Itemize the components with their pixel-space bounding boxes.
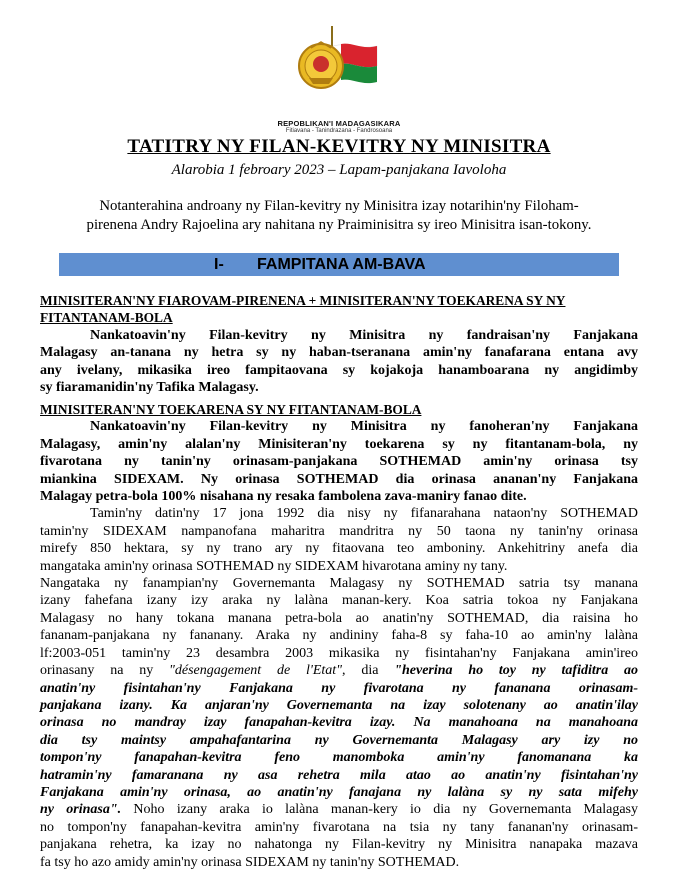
para-line: izany fahefana izany izy araka ny lalàna manan-kery. Koa satria tokoa ny Fanjakana: [40, 593, 638, 609]
para-line: Nankatoavin'ny Filan-kevitry ny Minisitra ny fandraisan'ny Fanjakana: [90, 327, 638, 343]
quote-line: Fanjakana amin'ny orinasa, ao anatin'ny fanajana ny lalàna sy ny sata mifehy: [40, 784, 638, 800]
header-emblem: [0, 4, 678, 132]
section-number: I-: [214, 256, 224, 273]
para-line: Nangataka ny fanampian'ny Governemanta Malagasy ny SOTHEMAD satria tsy manana: [40, 576, 638, 592]
heading-line: MINISITERAN'NY FIAROVAM-PIRENENA + MINISITERAN'NY TOEKARENA SY NY: [40, 293, 566, 308]
item1-paragraph: [40, 327, 638, 397]
item2-bold-paragraph: [40, 418, 638, 505]
para-line: no tompon'ny fanapahan-kevitra amin'ny fivarotana na tsia ny tany fananan'ny orinasam-: [40, 819, 638, 835]
item1-heading: [40, 292, 638, 327]
madagascar-coat-of-arms-icon: [295, 4, 385, 116]
para-line: fivarotana ny tanin'ny orinasam-panjakana SOTHEMAD amin'ny orinasa tsy: [40, 454, 638, 470]
item2-body-paragraph: [40, 505, 638, 871]
section-banner: [59, 253, 619, 276]
intro-paragraph: [40, 197, 638, 235]
quote-line: tompon'ny fanapahan-kevitra feno manomboka amin'ny fanomanana ka: [40, 750, 638, 766]
para-line: Malagasy no hany tokana manana petra-bola ao anatin'ny SOTHEMAD, dia raisina ho: [40, 610, 638, 626]
text-run-quote: "heverina ho toy ny tafiditra ao: [394, 663, 638, 679]
heading-line: MINISITERAN'NY TOEKARENA SY NY FITANTANAM-BOLA: [40, 402, 422, 417]
document-date: Alarobia 1 febroary 2023 – Lapam-panjakana Iavoloha: [171, 162, 507, 178]
intro-line: pirenena Andry Rajoelina ary nahitana ny Praiminisitra sy ireo Minisitra isan-tokony.: [86, 217, 592, 233]
para-line: Tamin'ny datin'ny 17 jona 1992 dia nisy ny fifanarahana nataon'ny SOTHEMAD: [90, 506, 638, 522]
item2-block: [40, 401, 638, 871]
para-line-mixed: [40, 662, 638, 679]
republic-name: REPOBLIKAN'I MADAGASIKARA: [277, 119, 401, 128]
text-run-italic: "désengagement de l'Etat": [168, 663, 343, 679]
para-line: mirefy 850 hektara, sy ny trano ary ny fitaovana teo amboniny. Ankehitriny anefa dia: [40, 541, 638, 557]
item2-heading: [40, 401, 638, 418]
para-line: miankina SIDEXAM. Ny orinasa SOTHEMAD dia orinasa ananan'ny Fanjakana: [40, 471, 638, 487]
republic-motto: Fitiavana - Tanindrazana - Fandrosoana: [285, 128, 393, 134]
quote-line: anatin'ny fisintahan'ny Fanjakana ny fivarotana ny fananana orinasam-: [40, 680, 638, 696]
para-line-mixed: [40, 801, 638, 818]
para-line: tamin'ny SIDEXAM nampanofana maharitra mandritra ny 50 taona ny tanin'ny orinasa: [40, 523, 638, 539]
quote-line: panjakana izany. Ka anjaran'ny Governemanta na izay solotenany ao anatin'ilay: [40, 697, 638, 713]
heading-line: FITANTANAM-BOLA: [40, 310, 173, 326]
item1-block: [40, 292, 638, 396]
text-run: orinasany na ny: [40, 663, 154, 679]
para-line: Malagasy an-tanana ny hetra sy ny haban-tseranana amin'ny fanafarana entana avy: [40, 345, 638, 361]
para-line: mangataka amin'ny orinasa SOTHEMAD ny SIDEXAM hivarotana aminy ny tany.: [40, 558, 508, 574]
para-line: Malagasy, amin'ny alalan'ny Minisiteran'ny toekarena sy ny fitantanam-bola, ny: [40, 436, 638, 452]
quote-line: orinasa no mandray izay fanapahan-kevitra izay. Na manahoana na manahoana: [40, 715, 638, 731]
intro-line: Notanterahina androany ny Filan-kevitry ny Minisitra izay notarihin'ny Filoham-: [99, 198, 579, 214]
para-line: any ivelany, mikasika ireo fampitaovana sy kojakoja hanamboarana ny angidimby: [40, 362, 638, 378]
section-title: FAMPITANA AM-BAVA: [257, 256, 426, 273]
para-line: panjakana rehetra, ka izay no nahatonga ny Filan-kevitry ny Minisitra nanapaka mazava: [40, 837, 638, 853]
quote-line: hatramin'ny famaranana ny asa rehetra mila atao ao anatin'ny fisintahan'ny: [40, 767, 638, 783]
para-line: Malagay petra-bola 100% nisahana ny resaka fambolena zava-maniry fanao dite.: [40, 489, 527, 505]
para-line: fananam-panjakana ny fananany. Araka ny andininy faha-8 sy faha-10 ao amin'ny lalàna: [40, 628, 638, 644]
para-line: Nankatoavin'ny Filan-kevitry ny Minisitra ny fanoheran'ny Fanjakana: [90, 419, 638, 435]
para-line: lf:2003-051 tamin'ny 23 desambra 2003 mikasika ny fisintahan'ny Fanjakana amin'ireo: [40, 645, 638, 661]
text-run: , dia: [342, 663, 379, 679]
quote-line: dia tsy maintsy ampahafantarina ny Governemanta Malagasy ary izy no: [40, 732, 638, 748]
para-line: sy fiaramanidin'ny Tafika Malagasy.: [40, 380, 259, 396]
text-run-quote: ny orinasa".: [40, 802, 122, 818]
para-line: fa tsy ho azo amidy amin'ny orinasa SIDEXAM ny tanin'ny SOTHEMAD.: [40, 854, 460, 870]
text-run: Noho izany araka io lalàna manan-kery io dia ny Governemanta Malagasy: [121, 802, 638, 818]
document-title: TATITRY NY FILAN-KEVITRY NY MINISITRA: [127, 136, 551, 157]
